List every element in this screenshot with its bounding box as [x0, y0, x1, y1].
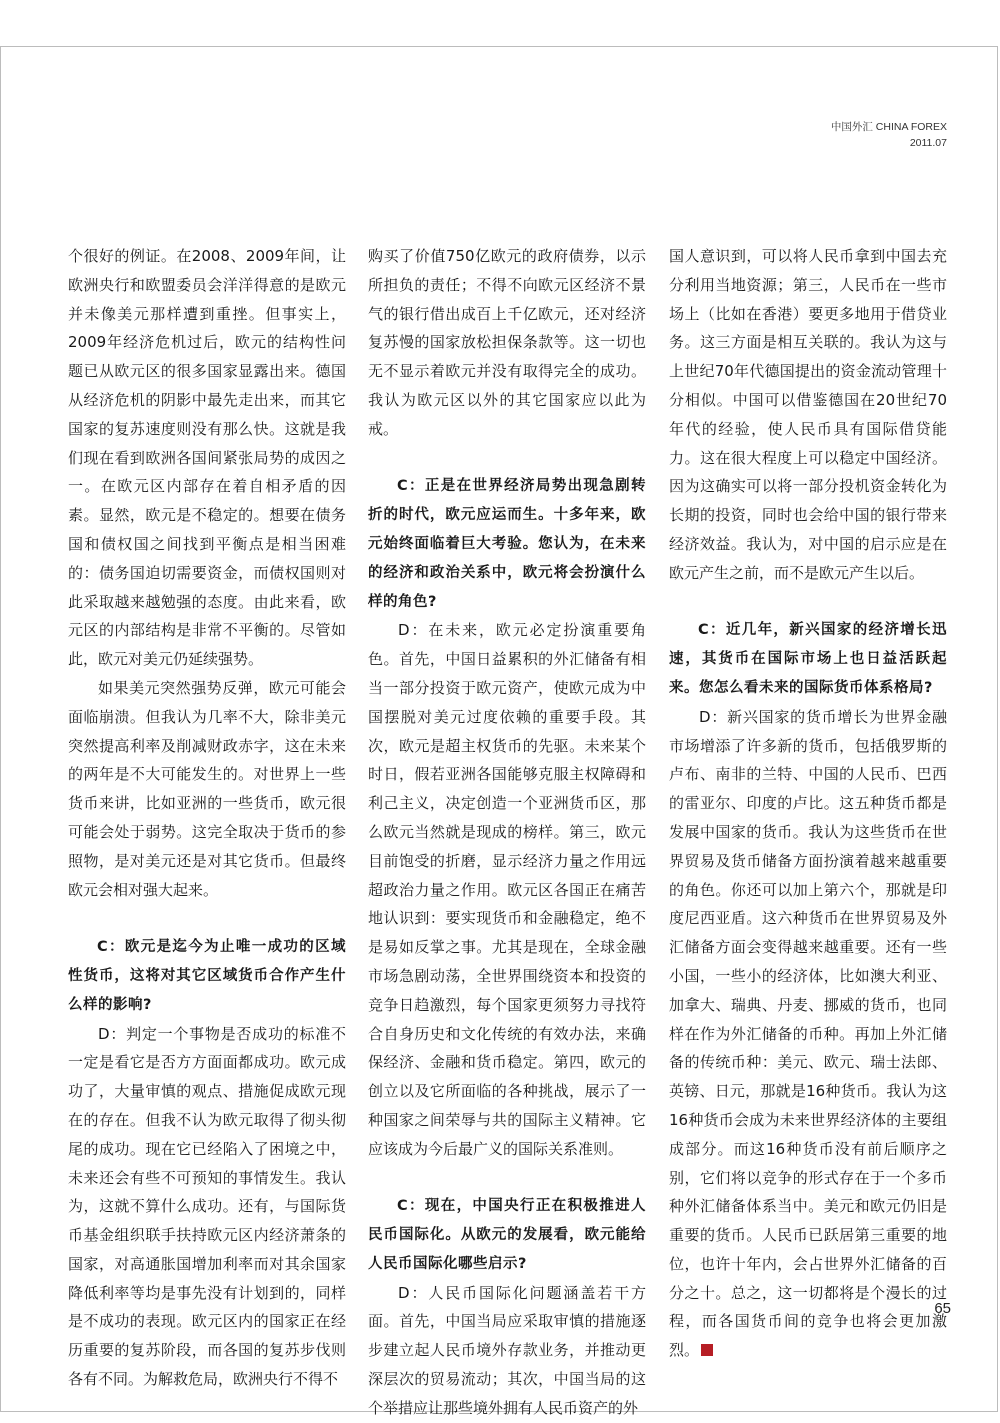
magazine-name: 中国外汇 CHINA FOREX — [830, 121, 947, 133]
article-end-mark — [701, 1344, 713, 1356]
page-number: 65 — [934, 1300, 951, 1317]
paragraph: 国人意识到，可以将人民币拿到中国去充分利用当地资源；第三，人民币在一些市场上（比如在香港）要更多地用于借贷业务。这三方面是相互关联的。我认为这与上世纪70年代德国提出的资金流动管理十分相似。中国可以借鉴德国在20世纪70年代的经验，使人民币具有国际借贷能力。这在很大程度上可以稳定中国经济。因为这确实可以将一部分投机资金转化为长期的投资，同时也会给中国的银行带来经济效益。我认为，对中国的启示应是在欧元产生之前，而不是欧元产生以后。 — [669, 247, 947, 582]
issue-date: 2011.07 — [909, 137, 947, 149]
text-column-3 — [669, 242, 947, 1365]
text-column-1 — [68, 242, 346, 1394]
text-column-2 — [368, 242, 646, 1423]
interview-question: C：近几年，新兴国家的经济增长迅速，其货币在国际市场上也日益活跃起来。您怎么看未来的国际货币体系格局? — [669, 622, 947, 696]
interview-question: C：正是在世界经济局势出现急剧转折的时代，欧元应运而生。十多年来，欧元始终面临着巨大考验。您认为，在未来的经济和政治关系中，欧元将会扮演什么样的角色? — [368, 478, 646, 610]
interview-answer: D：判定一个事物是否成功的标准不一定是看它是否方方面面都成功。欧元成功了，大量审慎的观点、措施促成欧元现在的存在。但我不认为欧元取得了彻头彻尾的成功。现在它已经陷入了困境之中，未来还会有些不可预知的事情发生。我认为，这就不算什么成功。还有，与国际货币基金组织联手扶持欧元区内经济萧条的国家，对高通胀国增加利率而对其余国家降低利率等均是事先没有计划到的，同样是不成功的表现。欧元区内的国家正在经历重要的复苏阶段，而各国的复苏步伐则各有不同。为解救危局，欧洲央行不得不 — [68, 1024, 346, 1389]
running-header — [831, 119, 947, 151]
paragraph: 如果美元突然强势反弹，欧元可能会面临崩溃。但我认为几率不大，除非美元突然提高利率及削减财政赤字，这在未来的两年是不大可能发生的。对世界上一些货币来讲，比如亚洲的一些货币，欧元很可能会处于弱势。这完全取决于货币的参照物，是对美元还是对其它货币。但最终欧元会相对强大起来。 — [68, 678, 346, 899]
paragraph: 购买了价值750亿欧元的政府债券，以示所担负的责任；不得不向欧元区经济不景气的银行借出成百上千亿欧元，还对经济复苏慢的国家放松担保条款等。这一切也无不显示着欧元并没有取得完全的成功。我认为欧元区以外的其它国家应以此为戒。 — [368, 247, 646, 438]
interview-answer: D：人民币国际化问题涵盖若干方面。首先，中国当局应采取审慎的措施逐步建立起人民币境外存款业务，并推动更深层次的贸易流动；其次，中国当局的这个举措应让那些境外拥有人民币资产的外 — [368, 1283, 646, 1417]
interview-question: C：欧元是迄今为止唯一成功的区域性货币，这将对其它区域货币合作产生什么样的影响? — [68, 939, 346, 1013]
paragraph: 个很好的例证。在2008、2009年间，让欧洲央行和欧盟委员会洋洋得意的是欧元并未像美元那样遭到重挫。但事实上，2009年经济危机过后，欧元的结构性问题已从欧元区的很多国家显露出来。德国从经济危机的阴影中最先走出来，而其它国家的复苏速度则没有那么快。这就是我们现在看到欧洲各国间紧张局势的成因之一。在欧元区内部存在着自相矛盾的因素。显然，欧元是不稳定的。想要在债务国和债权国之间找到平衡点是相当困难的：债务国迫切需要资金，而债权国则对此采取越来越勉强的态度。由此来看，欧元区的内部结构是非常不平衡的。尽管如此，欧元对美元仍延续强势。 — [68, 247, 346, 669]
interview-answer: D：新兴国家的货币增长为世界金融市场增添了许多新的货币，包括俄罗斯的卢布、南非的兰特、中国的人民币、巴西的雷亚尔、印度的卢比。这五种货币都是发展中国家的货币。我认为这些货币在世界贸易及货币储备方面扮演着越来越重要的角色。你还可以加上第六个，那就是印度尼西亚盾。这六种货币在世界贸易及外汇储备方面会变得越来越重要。还有一些小国，一些小的经济体，比如澳大利亚、加拿大、瑞典、丹麦、挪威的货币，也同样在作为外汇储备的币种。再加上外汇储备的传统币种：美元、欧元、瑞士法郎、英镑、日元，那就是16种货币。我认为这16种货币会成为未来世界经济体的主要组成部分。而这16种货币没有前后顺序之别，它们将以竞争的形式存在于一个多币种外汇储备体系当中。美元和欧元仍旧是重要的货币。人民币已跃居第三重要的地位，也许十年内，会占世界外汇储备的百分之十。总之，这一切都将是个漫长的过程，而各国货币间的竞争也将会更加激烈。 — [669, 707, 947, 1360]
interview-answer: D：在未来，欧元必定扮演重要角色。首先，中国日益累积的外汇储备有相当一部分投资于欧元资产，使欧元成为中国摆脱对美元过度依赖的重要手段。其次，欧元是超主权货币的先驱。未来某个时日，假若亚洲各国能够克服主权障碍和利己主义，决定创造一个亚洲货币区，那么欧元当然就是现成的榜样。第三，欧元目前饱受的折磨，显示经济力量之作用远超政治力量之作用。欧元区各国正在痛苦地认识到：要实现货币和金融稳定，绝不是易如反掌之事。尤其是现在，全球金融市场急剧动荡，全世界围绕资本和投资的竞争日趋激烈，每个国家更须努力寻找符合自身历史和文化传统的有效办法，来确保经济、金融和货币稳定。第四，欧元的创立以及它所面临的各种挑战，展示了一种国家之间荣辱与共的国际主义精神。它应该成为今后最广义的国际关系准则。 — [368, 621, 646, 1158]
interview-question: C：现在，中国央行正在积极推进人民币国际化。从欧元的发展看，欧元能给人民币国际化哪些启示? — [368, 1198, 646, 1272]
